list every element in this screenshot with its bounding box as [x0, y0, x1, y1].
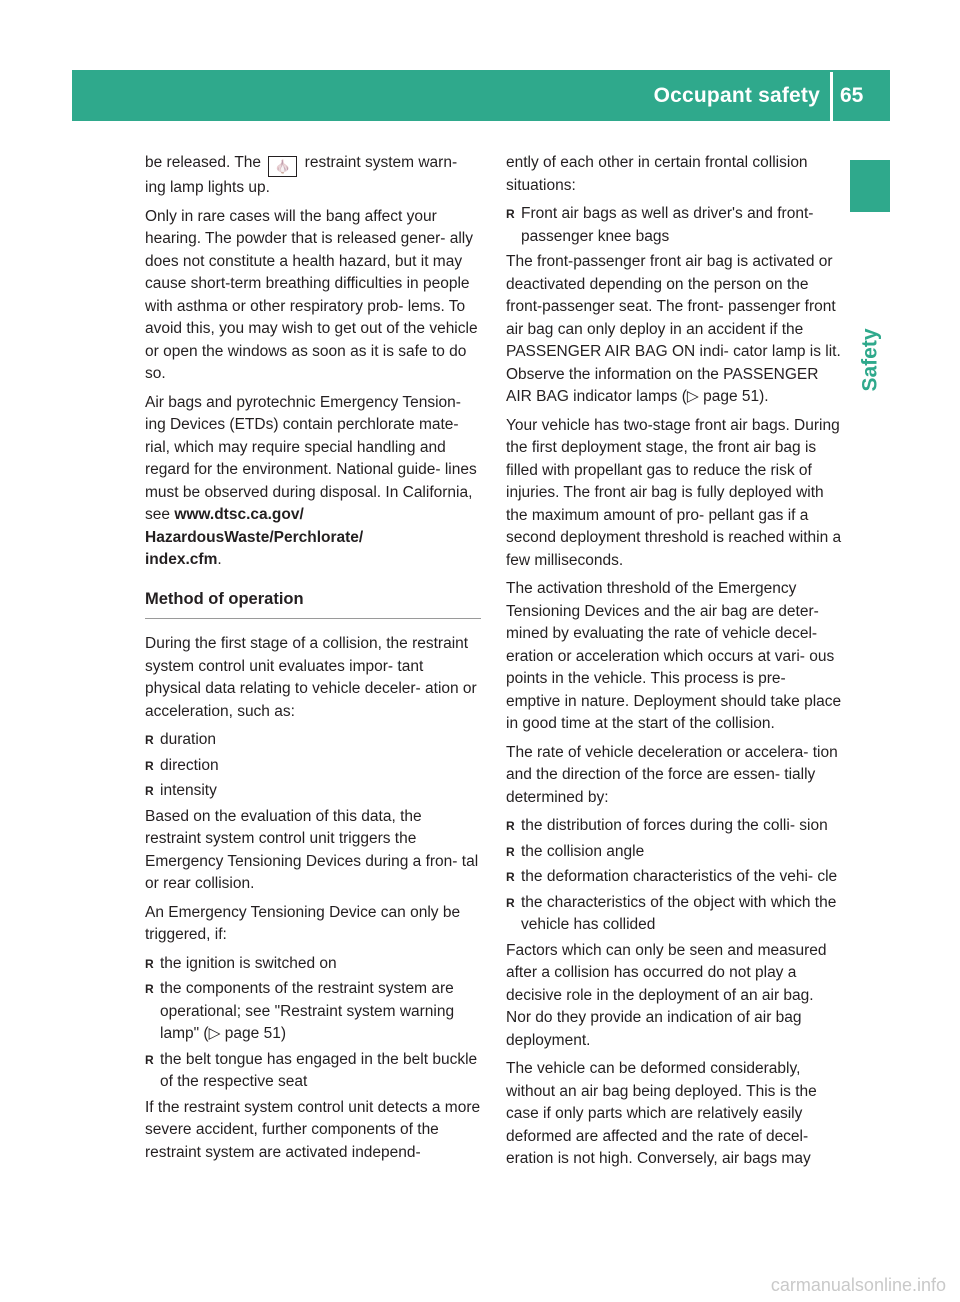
bullet: R [506, 207, 515, 221]
list-item [506, 866, 842, 889]
text: Air bags and pyrotechnic Emergency Tension- ing Devices (ETDs) contain perchlorate mate- rial, which may require special handling and regard for the environment. National guide- lines must be observed during disposal. In California, see [145, 393, 477, 523]
bullet: R [506, 870, 515, 884]
section-title-header: Occupant safety [653, 84, 820, 107]
list-item-text: the collision angle [521, 842, 645, 860]
url-text: HazardousWaste/Perchlorate/ [145, 528, 364, 546]
list-item-text: the components of the restraint system are operational; see "Restraint system warning lamp" (▷ page 51) [160, 980, 455, 1042]
list-item-text: the belt tongue has engaged in the belt buckle of the respective seat [160, 1050, 478, 1090]
list-item-text: the deformation characteristics of the vehi- cle [521, 868, 838, 885]
list-item [506, 841, 842, 864]
list-item [145, 755, 481, 778]
bullet: R [145, 733, 154, 747]
paragraph [145, 392, 481, 572]
bullet: R [145, 1052, 154, 1067]
list-item-text: the ignition is switched on [160, 954, 337, 972]
list-item [145, 729, 481, 752]
text: be released. The [145, 154, 262, 171]
paragraph: Factors which can only be seen and measured after a collision has occurred do not play a decisive role in the deployment of an air bag. Nor do they provide an indication of air bag deployment. [506, 941, 827, 1049]
paragraph: Based on the evaluation of this data, the restraint system control unit triggers the Emergency Tensioning Devices during a fron- tal or rear collision. [145, 807, 479, 892]
url-text: index.cfm [145, 551, 218, 568]
list-item [145, 780, 481, 803]
paragraph: Only in rare cases will the bang affect your hearing. The powder that is released gener- ally does not constitute a health hazard, but it may cause short-term breathing difficulties in people with asthma or other respiratory prob- lems. To avoid this, you may wish to get out of the vehicle or open the windows as soon as it is safe to do so. [145, 207, 478, 382]
paragraph: The rate of vehicle deceleration or accelera- tion and the direction of the force are essen- tially determined by: [506, 743, 838, 806]
paragraph: ently of each other in certain frontal collision situations: [506, 154, 808, 194]
list-item [145, 953, 481, 976]
bullet: R [145, 956, 154, 971]
section-heading: Method of operation [145, 588, 481, 620]
left-column [145, 152, 481, 1170]
bullet: R [145, 784, 154, 798]
text: ing lamp lights up. [145, 179, 270, 196]
side-tab-marker [850, 160, 890, 212]
paragraph: During the first stage of a collision, the restraint system control unit evaluates impor- tant physical data relating to vehicle deceler- ation or acceleration, such as: [145, 635, 477, 720]
paragraph: The activation threshold of the Emergency Tensioning Devices and the air bag are deter- mined by evaluating the rate of vehicle decel- eration or acceleration which occurs at vari- ous points in the vehicle. This process is pre- emptive in nature. Deployment should take place in good time at the start of the collision. [506, 580, 842, 732]
text: . [217, 551, 222, 568]
bullet: R [145, 982, 154, 996]
header-divider [830, 72, 833, 121]
paragraph [145, 152, 481, 200]
list-item-text: direction [160, 756, 219, 774]
right-column [506, 152, 842, 1177]
bullet: R [506, 819, 515, 833]
list-item [145, 978, 481, 1046]
restraint-system-warning-icon: 🧄 [268, 156, 297, 177]
paragraph: The front-passenger front air bag is activated or deactivated depending on the person on the front-passenger seat. The front- passenger front air bag can only deploy in an accident if the PASSENGER AIR BAG ON indi- cator lamp is lit. Observe the information on the PASSENGER AIR BAG indicator lamps (▷ page 51). [506, 253, 841, 405]
bullet: R [145, 758, 154, 773]
page-number: 65 [840, 84, 864, 107]
list-item-text: the characteristics of the object with which the vehicle has collided [521, 893, 837, 933]
list-item-text: duration [160, 731, 217, 748]
list-item [506, 203, 842, 248]
bullet: R [506, 844, 515, 859]
url-text: www.dtsc.ca.gov/ [174, 506, 304, 523]
chapter-label [848, 300, 894, 420]
text: restraint system warn- [304, 154, 458, 171]
list-item [145, 1049, 481, 1094]
paragraph: Your vehicle has two-stage front air bags. During the first deployment stage, the front air bag is filled with propellant gas to reduce the risk of injuries. The front air bag is fully deployed with the maximum amount of pro- pellant gas if a second deployment threshold is reached within a few milliseconds. [506, 416, 842, 569]
list-item-text: Front air bags as well as driver's and front- passenger knee bags [521, 205, 814, 245]
paragraph: The vehicle can be deformed considerably, without an air bag being deployed. This is the case if only parts which are relatively easily deformed are affected and the rate of decel- eration is not high. Conversely, air bags may [506, 1060, 817, 1167]
chapter-label-text: Safety [859, 328, 882, 392]
list-item [506, 815, 842, 838]
bullet: R [506, 895, 515, 910]
paragraph: If the restraint system control unit detects a more severe accident, further components of the restraint system are activated independ- [145, 1098, 481, 1161]
list-item [506, 892, 842, 937]
paragraph: An Emergency Tensioning Device can only be triggered, if: [145, 903, 461, 943]
list-item-text: intensity [160, 782, 217, 799]
list-item-text: the distribution of forces during the colli- sion [521, 817, 828, 834]
watermark: carmanualsonline.info [770, 1275, 946, 1295]
